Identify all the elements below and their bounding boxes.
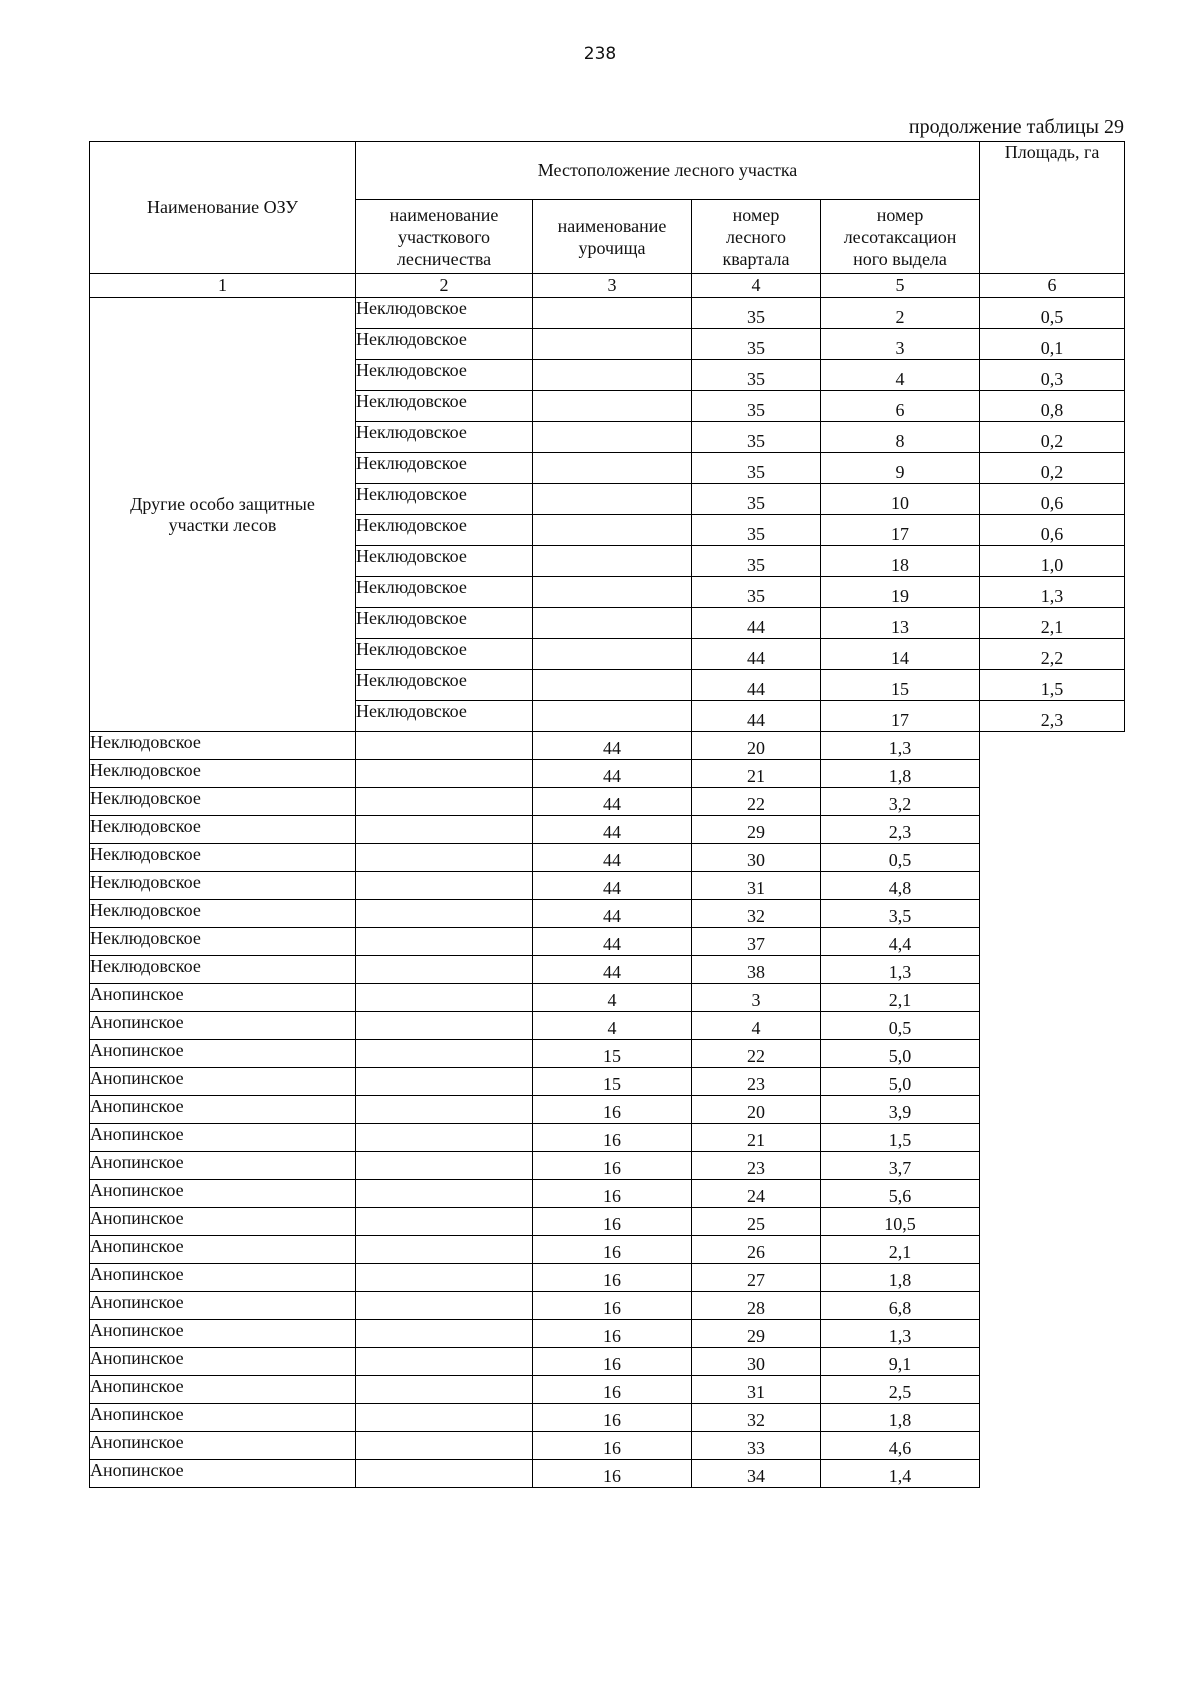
quarter-cell: 35 bbox=[692, 577, 821, 608]
forestry-cell: Анопинское bbox=[90, 1012, 356, 1040]
forestry-cell: Анопинское bbox=[90, 1404, 356, 1432]
page-number: 238 bbox=[583, 44, 617, 64]
plot-cell: 4 bbox=[821, 360, 980, 391]
tract-cell bbox=[356, 1236, 533, 1264]
area-cell: 4,8 bbox=[821, 872, 980, 900]
plot-cell: 22 bbox=[692, 1040, 821, 1068]
forestry-cell: Неклюдовское bbox=[356, 329, 533, 360]
quarter-cell: 35 bbox=[692, 422, 821, 453]
area-cell: 0,6 bbox=[980, 484, 1125, 515]
plot-cell: 14 bbox=[821, 639, 980, 670]
tract-cell bbox=[533, 453, 692, 484]
forestry-cell: Анопинское bbox=[90, 1264, 356, 1292]
quarter-cell: 44 bbox=[533, 844, 692, 872]
forestry-cell: Неклюдовское bbox=[356, 515, 533, 546]
tract-cell bbox=[356, 1264, 533, 1292]
area-cell: 1,8 bbox=[821, 1264, 980, 1292]
forestry-cell: Неклюдовское bbox=[356, 298, 533, 329]
forestry-cell: Неклюдовское bbox=[90, 760, 356, 788]
area-cell: 1,3 bbox=[821, 956, 980, 984]
header-forestry bbox=[356, 200, 533, 274]
quarter-cell: 16 bbox=[533, 1404, 692, 1432]
header-line: урочища bbox=[578, 237, 646, 258]
area-cell: 2,1 bbox=[821, 1236, 980, 1264]
table-row bbox=[90, 984, 1125, 1012]
area-cell: 1,0 bbox=[980, 546, 1125, 577]
area-cell: 0,5 bbox=[980, 298, 1125, 329]
quarter-cell: 35 bbox=[692, 453, 821, 484]
table-row bbox=[90, 844, 1125, 872]
column-index: 5 bbox=[821, 274, 980, 298]
ozu-name-line: Другие особо защитные bbox=[130, 493, 315, 514]
tract-cell bbox=[533, 298, 692, 329]
plot-cell: 29 bbox=[692, 1320, 821, 1348]
forestry-cell: Анопинское bbox=[90, 1376, 356, 1404]
column-index: 2 bbox=[356, 274, 533, 298]
tract-cell bbox=[356, 1208, 533, 1236]
tract-cell bbox=[356, 844, 533, 872]
forestry-cell: Неклюдовское bbox=[356, 670, 533, 701]
plot-cell: 28 bbox=[692, 1292, 821, 1320]
plot-cell: 21 bbox=[692, 760, 821, 788]
forestry-cell: Анопинское bbox=[90, 1040, 356, 1068]
forestry-cell: Анопинское bbox=[90, 1348, 356, 1376]
forestry-cell: Анопинское bbox=[90, 1180, 356, 1208]
area-cell: 4,6 bbox=[821, 1432, 980, 1460]
area-cell: 0,3 bbox=[980, 360, 1125, 391]
header-plot bbox=[821, 200, 980, 274]
header-line: наименование bbox=[389, 204, 499, 225]
header-line: участкового bbox=[397, 226, 491, 247]
quarter-cell: 35 bbox=[692, 515, 821, 546]
table-row bbox=[90, 298, 1125, 329]
quarter-cell: 16 bbox=[533, 1264, 692, 1292]
quarter-cell: 15 bbox=[533, 1068, 692, 1096]
plot-cell: 38 bbox=[692, 956, 821, 984]
quarter-cell: 4 bbox=[533, 984, 692, 1012]
tract-cell bbox=[356, 1460, 533, 1488]
area-cell: 9,1 bbox=[821, 1348, 980, 1376]
plot-cell: 32 bbox=[692, 1404, 821, 1432]
tract-cell bbox=[533, 608, 692, 639]
forestry-cell: Неклюдовское bbox=[356, 577, 533, 608]
header-line: лесного bbox=[726, 226, 786, 247]
area-cell: 0,5 bbox=[821, 1012, 980, 1040]
table-row bbox=[90, 1460, 1125, 1488]
forestry-cell: Анопинское bbox=[90, 984, 356, 1012]
plot-cell: 9 bbox=[821, 453, 980, 484]
area-cell: 1,4 bbox=[821, 1460, 980, 1488]
ozu-table bbox=[89, 141, 1125, 1488]
area-cell: 2,1 bbox=[821, 984, 980, 1012]
forestry-cell: Анопинское bbox=[90, 1096, 356, 1124]
quarter-cell: 44 bbox=[533, 732, 692, 760]
area-cell: 5,6 bbox=[821, 1180, 980, 1208]
forestry-cell: Неклюдовское bbox=[356, 391, 533, 422]
forestry-cell: Неклюдовское bbox=[90, 956, 356, 984]
quarter-cell: 35 bbox=[692, 298, 821, 329]
tract-cell bbox=[356, 1096, 533, 1124]
plot-cell: 13 bbox=[821, 608, 980, 639]
table-row bbox=[90, 1124, 1125, 1152]
quarter-cell: 44 bbox=[692, 608, 821, 639]
quarter-cell: 16 bbox=[533, 1320, 692, 1348]
area-cell: 3,9 bbox=[821, 1096, 980, 1124]
tract-cell bbox=[533, 670, 692, 701]
plot-cell: 30 bbox=[692, 844, 821, 872]
area-cell: 2,3 bbox=[821, 816, 980, 844]
area-cell: 5,0 bbox=[821, 1068, 980, 1096]
quarter-cell: 16 bbox=[533, 1432, 692, 1460]
tract-cell bbox=[356, 788, 533, 816]
quarter-cell: 4 bbox=[533, 1012, 692, 1040]
table-row bbox=[90, 1012, 1125, 1040]
quarter-cell: 44 bbox=[533, 872, 692, 900]
table-body-part-1 bbox=[90, 298, 1125, 732]
tract-cell bbox=[356, 1348, 533, 1376]
area-cell: 0,6 bbox=[980, 515, 1125, 546]
area-cell: 0,2 bbox=[980, 422, 1125, 453]
forestry-cell: Неклюдовское bbox=[356, 608, 533, 639]
tract-cell bbox=[356, 1292, 533, 1320]
area-cell: 1,3 bbox=[980, 577, 1125, 608]
table-row bbox=[90, 1432, 1125, 1460]
forestry-cell: Неклюдовское bbox=[356, 546, 533, 577]
forestry-cell: Неклюдовское bbox=[90, 732, 356, 760]
forestry-cell: Анопинское bbox=[90, 1124, 356, 1152]
forestry-cell: Неклюдовское bbox=[90, 928, 356, 956]
forestry-cell: Неклюдовское bbox=[90, 872, 356, 900]
area-cell: 2,1 bbox=[980, 608, 1125, 639]
quarter-cell: 44 bbox=[533, 956, 692, 984]
header-tract bbox=[533, 200, 692, 274]
area-cell: 2,5 bbox=[821, 1376, 980, 1404]
plot-cell: 26 bbox=[692, 1236, 821, 1264]
header-line: квартала bbox=[722, 248, 790, 269]
plot-cell: 17 bbox=[821, 515, 980, 546]
quarter-cell: 44 bbox=[533, 760, 692, 788]
table-row bbox=[90, 1208, 1125, 1236]
tract-cell bbox=[533, 639, 692, 670]
header-line: ного выдела bbox=[853, 248, 947, 269]
forestry-cell: Анопинское bbox=[90, 1152, 356, 1180]
table-row bbox=[90, 1180, 1125, 1208]
quarter-cell: 44 bbox=[533, 788, 692, 816]
plot-cell: 15 bbox=[821, 670, 980, 701]
quarter-cell: 35 bbox=[692, 484, 821, 515]
tract-cell bbox=[356, 872, 533, 900]
table-row bbox=[90, 1320, 1125, 1348]
table-row bbox=[90, 1236, 1125, 1264]
quarter-cell: 16 bbox=[533, 1348, 692, 1376]
forestry-cell: Неклюдовское bbox=[356, 360, 533, 391]
quarter-cell: 15 bbox=[533, 1040, 692, 1068]
ozu-name-cell bbox=[90, 298, 356, 732]
quarter-cell: 44 bbox=[692, 701, 821, 732]
plot-cell: 2 bbox=[821, 298, 980, 329]
plot-cell: 34 bbox=[692, 1460, 821, 1488]
header-line: номер bbox=[876, 204, 924, 225]
tract-cell bbox=[356, 900, 533, 928]
quarter-cell: 44 bbox=[533, 816, 692, 844]
area-cell: 5,0 bbox=[821, 1040, 980, 1068]
table-row bbox=[90, 788, 1125, 816]
forestry-cell: Анопинское bbox=[90, 1068, 356, 1096]
plot-cell: 22 bbox=[692, 788, 821, 816]
plot-cell: 3 bbox=[821, 329, 980, 360]
forestry-cell: Неклюдовское bbox=[90, 788, 356, 816]
area-cell: 1,3 bbox=[821, 732, 980, 760]
quarter-cell: 35 bbox=[692, 329, 821, 360]
tract-cell bbox=[356, 1152, 533, 1180]
plot-cell: 23 bbox=[692, 1068, 821, 1096]
quarter-cell: 16 bbox=[533, 1236, 692, 1264]
area-cell: 1,8 bbox=[821, 1404, 980, 1432]
forestry-cell: Неклюдовское bbox=[90, 844, 356, 872]
tract-cell bbox=[356, 1404, 533, 1432]
forestry-cell: Неклюдовское bbox=[356, 701, 533, 732]
table-row bbox=[90, 956, 1125, 984]
forestry-cell: Анопинское bbox=[90, 1236, 356, 1264]
plot-cell: 31 bbox=[692, 1376, 821, 1404]
area-cell: 1,5 bbox=[980, 670, 1125, 701]
quarter-cell: 16 bbox=[533, 1460, 692, 1488]
column-index: 4 bbox=[692, 274, 821, 298]
quarter-cell: 16 bbox=[533, 1292, 692, 1320]
column-index: 3 bbox=[533, 274, 692, 298]
area-cell: 0,2 bbox=[980, 453, 1125, 484]
forestry-cell: Неклюдовское bbox=[90, 900, 356, 928]
tract-cell bbox=[356, 1432, 533, 1460]
plot-cell: 23 bbox=[692, 1152, 821, 1180]
tract-cell bbox=[533, 329, 692, 360]
table-row bbox=[90, 1096, 1125, 1124]
header-line: номер bbox=[732, 204, 780, 225]
plot-cell: 3 bbox=[692, 984, 821, 1012]
plot-cell: 20 bbox=[692, 732, 821, 760]
area-cell: 3,5 bbox=[821, 900, 980, 928]
quarter-cell: 44 bbox=[692, 670, 821, 701]
area-cell: 2,3 bbox=[980, 701, 1125, 732]
plot-cell: 20 bbox=[692, 1096, 821, 1124]
table-row bbox=[90, 900, 1125, 928]
forestry-cell: Анопинское bbox=[90, 1432, 356, 1460]
area-cell: 0,1 bbox=[980, 329, 1125, 360]
table-row bbox=[90, 1068, 1125, 1096]
area-cell: 1,3 bbox=[821, 1320, 980, 1348]
table-continuation-label: продолжение таблицы 29 bbox=[908, 116, 1124, 138]
quarter-cell: 44 bbox=[533, 900, 692, 928]
forestry-cell: Анопинское bbox=[90, 1320, 356, 1348]
header-line: лесотаксацион bbox=[843, 226, 957, 247]
table-row bbox=[90, 872, 1125, 900]
plot-cell: 18 bbox=[821, 546, 980, 577]
forestry-cell: Анопинское bbox=[90, 1208, 356, 1236]
tract-cell bbox=[533, 577, 692, 608]
area-cell: 6,8 bbox=[821, 1292, 980, 1320]
tract-cell bbox=[533, 701, 692, 732]
plot-cell: 27 bbox=[692, 1264, 821, 1292]
quarter-cell: 16 bbox=[533, 1152, 692, 1180]
area-cell: 4,4 bbox=[821, 928, 980, 956]
header-line: лесничества bbox=[396, 248, 492, 269]
table-row bbox=[90, 1264, 1125, 1292]
table-row bbox=[90, 760, 1125, 788]
plot-cell: 31 bbox=[692, 872, 821, 900]
plot-cell: 17 bbox=[821, 701, 980, 732]
header-quarter bbox=[692, 200, 821, 274]
plot-cell: 30 bbox=[692, 1348, 821, 1376]
forestry-cell: Анопинское bbox=[90, 1292, 356, 1320]
table-row bbox=[90, 928, 1125, 956]
area-cell: 0,5 bbox=[821, 844, 980, 872]
forestry-cell: Неклюдовское bbox=[90, 816, 356, 844]
tract-cell bbox=[356, 1376, 533, 1404]
header-location: Местоположение лесного участка bbox=[356, 142, 980, 200]
ozu-name-line: участки лесов bbox=[168, 514, 277, 535]
tract-cell bbox=[356, 1320, 533, 1348]
tract-cell bbox=[533, 422, 692, 453]
table-row bbox=[90, 1292, 1125, 1320]
plot-cell: 24 bbox=[692, 1180, 821, 1208]
area-cell: 10,5 bbox=[821, 1208, 980, 1236]
column-index: 6 bbox=[980, 274, 1125, 298]
plot-cell: 4 bbox=[692, 1012, 821, 1040]
tract-cell bbox=[533, 546, 692, 577]
plot-cell: 32 bbox=[692, 900, 821, 928]
plot-cell: 33 bbox=[692, 1432, 821, 1460]
quarter-cell: 16 bbox=[533, 1096, 692, 1124]
table-row bbox=[90, 1376, 1125, 1404]
tract-cell bbox=[356, 1180, 533, 1208]
tract-cell bbox=[533, 484, 692, 515]
tract-cell bbox=[356, 1068, 533, 1096]
table-row bbox=[90, 1040, 1125, 1068]
quarter-cell: 16 bbox=[533, 1376, 692, 1404]
quarter-cell: 35 bbox=[692, 546, 821, 577]
forestry-cell: Неклюдовское bbox=[356, 422, 533, 453]
header-line: наименование bbox=[557, 215, 667, 236]
tract-cell bbox=[356, 760, 533, 788]
table-row bbox=[90, 1152, 1125, 1180]
tract-cell bbox=[356, 928, 533, 956]
plot-cell: 10 bbox=[821, 484, 980, 515]
plot-cell: 21 bbox=[692, 1124, 821, 1152]
tract-cell bbox=[356, 1124, 533, 1152]
tract-cell bbox=[356, 732, 533, 760]
area-cell: 0,8 bbox=[980, 391, 1125, 422]
quarter-cell: 35 bbox=[692, 360, 821, 391]
header-ozu-name: Наименование ОЗУ bbox=[90, 142, 356, 274]
area-cell: 2,2 bbox=[980, 639, 1125, 670]
area-cell: 1,5 bbox=[821, 1124, 980, 1152]
quarter-cell: 35 bbox=[692, 391, 821, 422]
tract-cell bbox=[533, 515, 692, 546]
plot-cell: 19 bbox=[821, 577, 980, 608]
quarter-cell: 16 bbox=[533, 1124, 692, 1152]
table-row bbox=[90, 732, 1125, 760]
tract-cell bbox=[533, 391, 692, 422]
tract-cell bbox=[356, 956, 533, 984]
plot-cell: 37 bbox=[692, 928, 821, 956]
plot-cell: 29 bbox=[692, 816, 821, 844]
quarter-cell: 16 bbox=[533, 1208, 692, 1236]
tract-cell bbox=[533, 360, 692, 391]
header-area: Площадь, га bbox=[980, 142, 1125, 274]
area-cell: 1,8 bbox=[821, 760, 980, 788]
tract-cell bbox=[356, 1040, 533, 1068]
tract-cell bbox=[356, 984, 533, 1012]
quarter-cell: 44 bbox=[692, 639, 821, 670]
quarter-cell: 16 bbox=[533, 1180, 692, 1208]
forestry-cell: Анопинское bbox=[90, 1460, 356, 1488]
tract-cell bbox=[356, 816, 533, 844]
table-row bbox=[90, 816, 1125, 844]
forestry-cell: Неклюдовское bbox=[356, 639, 533, 670]
forestry-cell: Неклюдовское bbox=[356, 453, 533, 484]
table-row bbox=[90, 1404, 1125, 1432]
plot-cell: 8 bbox=[821, 422, 980, 453]
plot-cell: 6 bbox=[821, 391, 980, 422]
column-index: 1 bbox=[90, 274, 356, 298]
table-body-part-2 bbox=[90, 732, 1125, 1488]
plot-cell: 25 bbox=[692, 1208, 821, 1236]
area-cell: 3,2 bbox=[821, 788, 980, 816]
tract-cell bbox=[356, 1012, 533, 1040]
forestry-cell: Неклюдовское bbox=[356, 484, 533, 515]
area-cell: 3,7 bbox=[821, 1152, 980, 1180]
table-row bbox=[90, 1348, 1125, 1376]
quarter-cell: 44 bbox=[533, 928, 692, 956]
